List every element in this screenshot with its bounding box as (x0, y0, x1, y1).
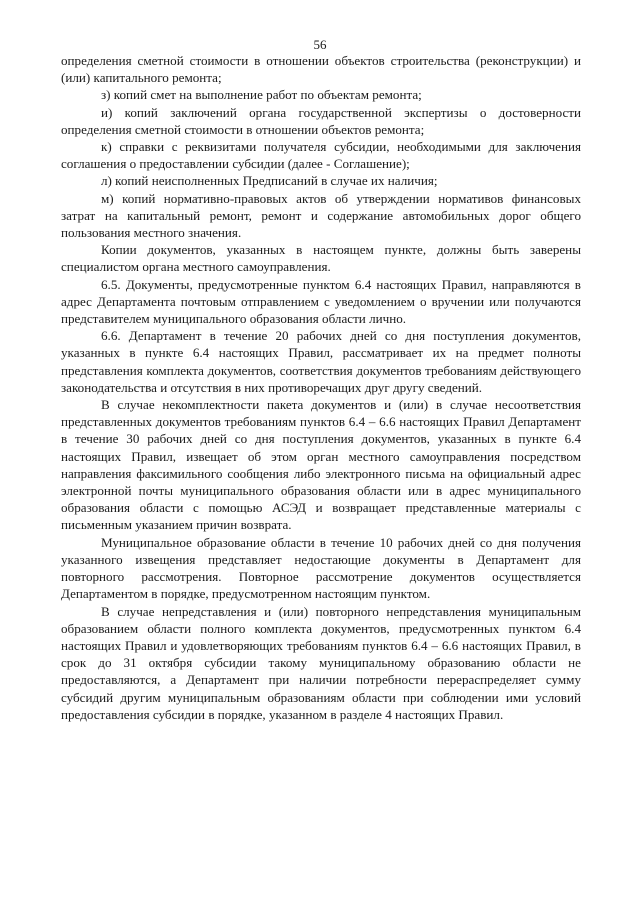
paragraph-item-k: к) справки с реквизитами получателя субсидии, необходимыми для заключения соглашения о предоставлении субсидии (далее - Соглашение); (61, 139, 581, 172)
paragraph-item-z: з) копий смет на выполнение работ по объектам ремонта; (101, 87, 422, 103)
paragraph-incomplete-package: В случае некомплектности пакета документов и (или) в случае несоответствия представленных документов требованиям пунктов 6.4 – 6.6 настоящих Правил Департамент в течение 30 рабочих дней со дня поступления документов, указанных в пункте 6.4 настоящих Правил, извещает об этом орган местного самоуправления посредством направления факсимильного сообщения либо электронного письма на официальный адрес электронной почты муниципального образования области или в адрес муниципального образования области с помощью АСЭД и возвращает представленные материалы с письменным указанием причин возврата. (61, 397, 581, 533)
paragraph-6-6: 6.6. Департамент в течение 20 рабочих дней со дня поступления документов, указанных в пункте 6.4 настоящих Правил, рассматривает их на предмет полноты представления комплекта документов, соответствия документов требованиям действующего законодательства и отсутствия в них противоречащих друг другу сведений. (61, 328, 581, 395)
paragraph-continuation: определения сметной стоимости в отношении объектов строительства (реконструкции) и (или) капитального ремонта; (61, 53, 581, 86)
paragraph-item-l: л) копий неисполненных Предписаний в случае их наличия; (101, 173, 438, 189)
paragraph-copies-note: Копии документов, указанных в настоящем пункте, должны быть заверены специалистом органа местного самоуправления. (61, 242, 581, 275)
paragraph-resubmission: Муниципальное образование области в течение 10 рабочих дней со дня получения указанного извещения представляет недостающие документы в Департамент для повторного рассмотрения. Повторное рассмотрение документов осуществляется Департаментом в порядке, предусмотренном настоящим пунктом. (61, 534, 581, 602)
paragraph-6-5: 6.5. Документы, предусмотренные пунктом 6.4 настоящих Правил, направляются в адрес Департамента почтовым отправлением с уведомлением о вручении или получаются представителем муниципального образования области лично. (61, 276, 581, 327)
paragraph-nonsubmission: В случае непредставления и (или) повторного непредставления муниципальным образованием области полного комплекта документов, предусмотренных пунктом 6.4 настоящих Правил и удовлетворяющих требованиям пунктов 6.4 – 6.6 настоящих Правил, в срок до 31 октября субсидии такому муниципальному образованию области не предоставляются, а Департамент при наличии потребности перераспределяет сумму субсидий другим муниципальным образованиям области при соблюдении ими условий предоставления субсидии в порядке, указанном в разделе 4 настоящих Правил. (61, 603, 581, 722)
paragraph-item-m: м) копий нормативно-правовых актов об утверждении нормативов финансовых затрат на капитальный ремонт, ремонт и содержание автомобильных дорог общего пользования местного значения. (61, 190, 581, 241)
document-body (61, 52, 581, 723)
paragraph-item-i: и) копий заключений органа государственной экспертизы о достоверности определения сметной стоимости в отношении объектов ремонта; (61, 104, 581, 137)
page-number: 56 (313, 37, 327, 52)
